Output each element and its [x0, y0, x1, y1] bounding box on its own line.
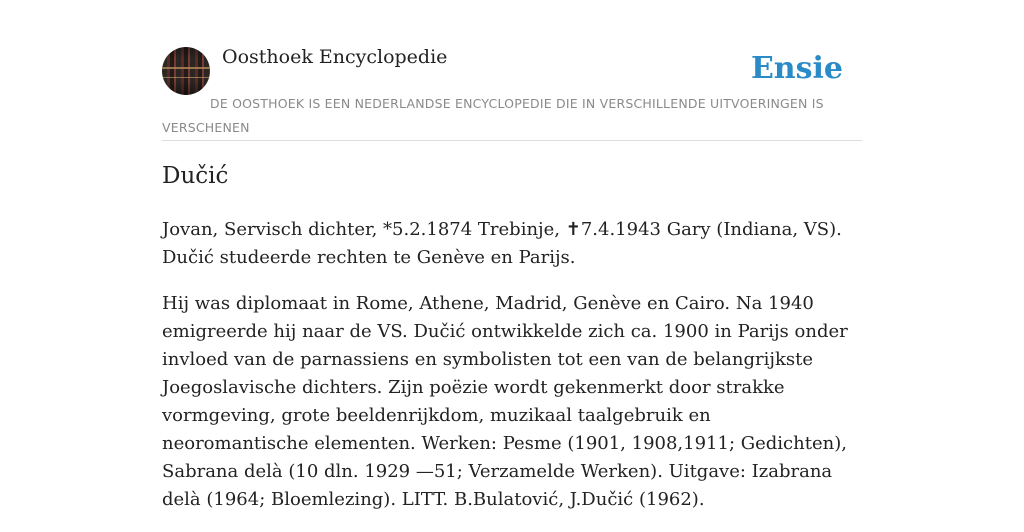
site-tagline: DE OOSTHOEK IS EEN NEDERLANDSE ENCYCLOPEDIE DIE IN VERSCHILLENDE UITVOERINGEN IS VERSCHENEN: [162, 96, 824, 135]
site-header: [162, 46, 862, 141]
brand-logo-link[interactable]: Ensie: [750, 51, 843, 86]
site-name-link[interactable]: Oosthoek Encyclopedie: [222, 46, 448, 68]
avatar-shelf-line: [162, 77, 210, 78]
avatar-shelf: [162, 67, 210, 69]
bookshelf-avatar-icon[interactable]: [162, 47, 210, 95]
article-paragraph-1: Jovan, Servisch dichter, *5.2.1874 Trebinje, ✝7.4.1943 Gary (Indiana, VS). Dučić studeerde rechten te Genève en Parijs.: [162, 219, 842, 268]
article-body: [162, 216, 862, 532]
article-paragraph-2: Hij was diplomaat in Rome, Athene, Madrid, Genève en Cairo. Na 1940 emigreerde hij naar de VS. Dučić ontwikkelde zich ca. 1900 in Parijs onder invloed van de parnassiens en symbolisten tot een van de belangrijkste Joegoslavische dichters. Zijn poëzie wordt gekenmerkt door strakke vormgeving, grote beeldenrijkdom, muzikaal taalgebruik en neoromantische elementen. Werken: Pesme (1901, 1908,1911; Gedichten), Sabrana delà (10 dln. 1929 —51; Verzamelde Werken). Uitgave: Izabrana delà (1964; Bloemlezing). LITT. B.Bulatović, J.Dučić (1962).: [162, 293, 848, 510]
article-title: Dučić: [162, 163, 229, 189]
